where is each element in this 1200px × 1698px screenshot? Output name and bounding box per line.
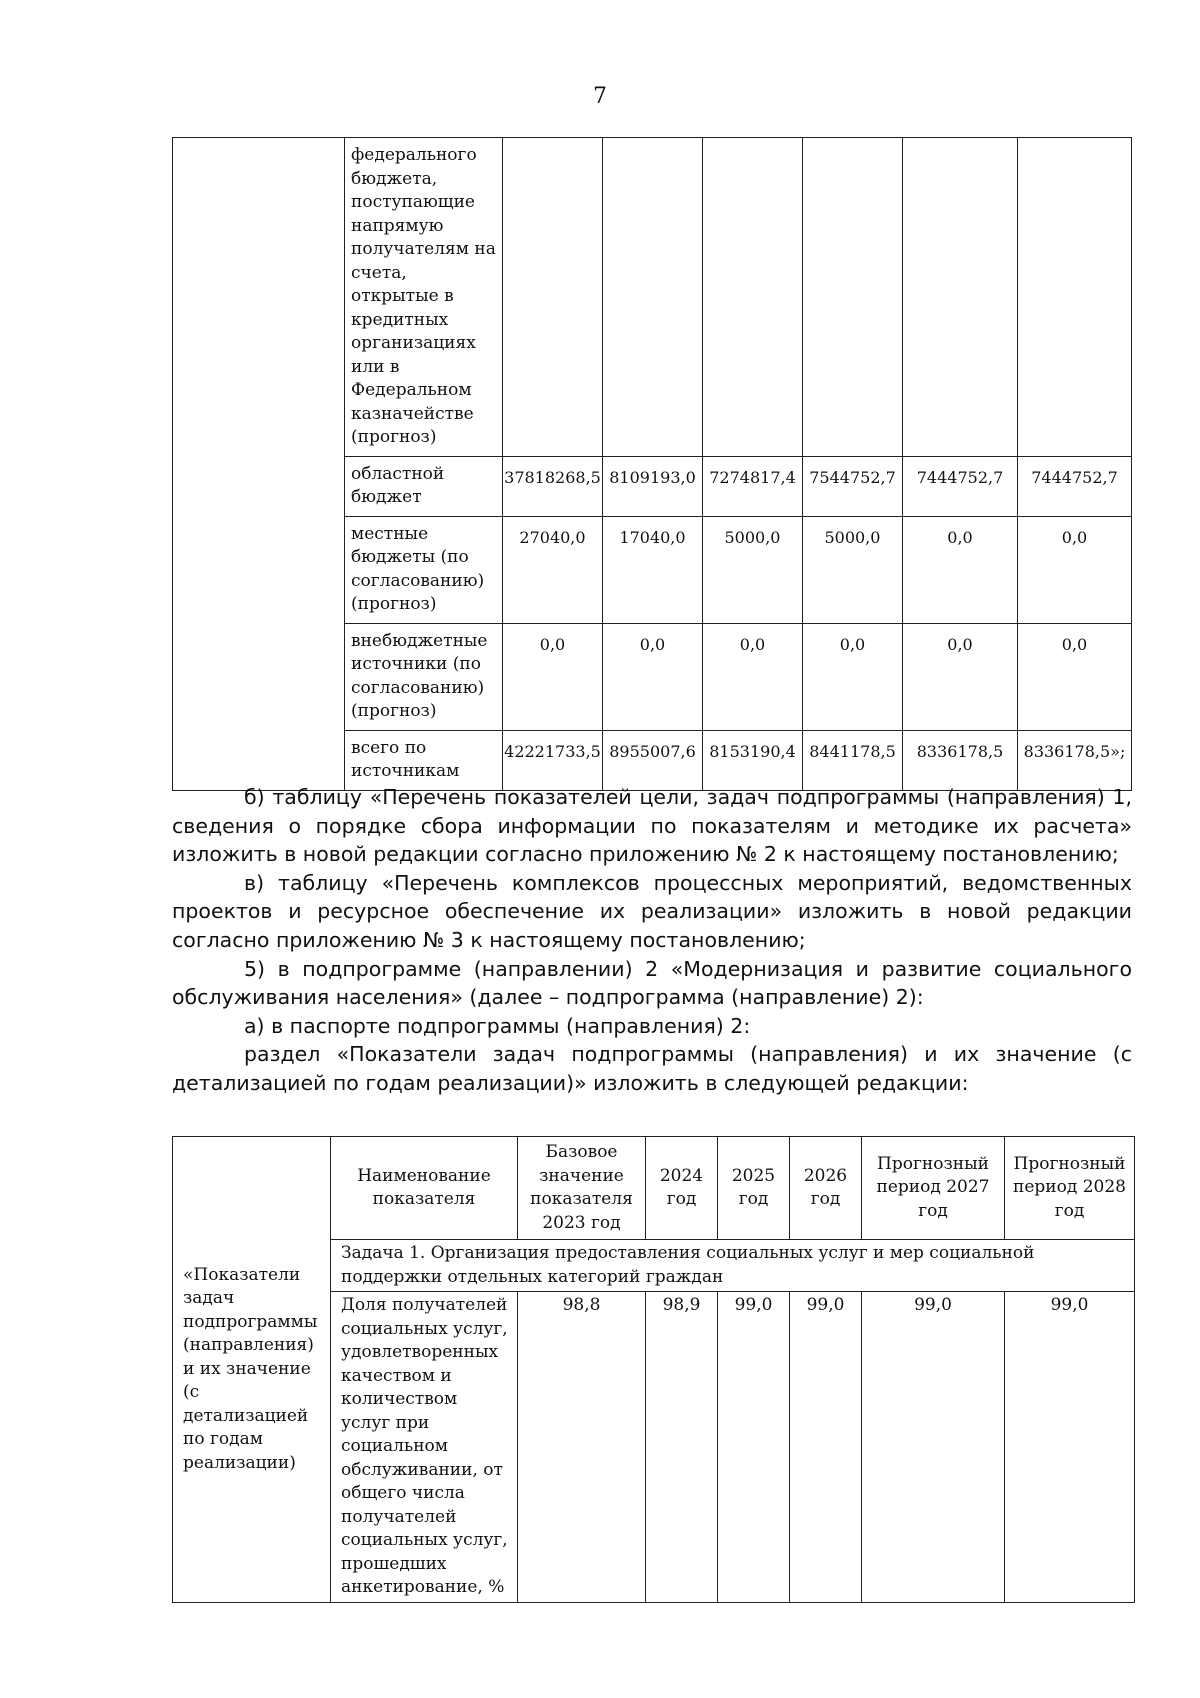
- value-cell: 0,0: [803, 623, 903, 730]
- value-cell: [603, 138, 703, 457]
- value-cell: 0,0: [1018, 516, 1132, 623]
- table-header-row: [173, 1137, 1135, 1240]
- value-cell: 99,0: [1005, 1292, 1135, 1603]
- value-cell: 98,9: [646, 1292, 718, 1603]
- column-header: Прогнозный период 2027 год: [862, 1137, 1005, 1240]
- value-cell: [703, 138, 803, 457]
- value-cell: 0,0: [1018, 623, 1132, 730]
- indicators-table: [172, 1136, 1135, 1603]
- row-label: всего по источникам: [345, 730, 503, 790]
- value-cell: 7444752,7: [903, 456, 1018, 516]
- row-label: внебюджетные источники (по согласованию) (прогноз): [345, 623, 503, 730]
- value-cell: 8336178,5: [903, 730, 1018, 790]
- page-number: 7: [593, 84, 607, 109]
- row-label: федерального бюджета, поступающие напрямую получателям на счета, открытые в кредитных организациях или в Федеральном казначействе (прогноз): [345, 138, 503, 457]
- value-cell: 27040,0: [503, 516, 603, 623]
- task-description: Задача 1. Организация предоставления социальных услуг и мер социальной поддержки отдельных категорий граждан: [331, 1240, 1135, 1292]
- paragraph: 5) в подпрограмме (направлении) 2 «Модернизация и развитие социального обслуживания населения» (далее – подпрограмма (направление) 2):: [172, 956, 1132, 1010]
- column-header: Наименование показателя: [331, 1137, 518, 1240]
- value-cell: 7544752,7: [803, 456, 903, 516]
- column-header: 2024 год: [646, 1137, 718, 1240]
- column-header: 2026 год: [790, 1137, 862, 1240]
- value-cell: 7274817,4: [703, 456, 803, 516]
- value-cell: [903, 138, 1018, 457]
- value-cell: 98,8: [518, 1292, 646, 1603]
- value-cell: 42221733,5: [503, 730, 603, 790]
- value-cell: [1018, 138, 1132, 457]
- value-cell: 8336178,5»;: [1018, 730, 1132, 790]
- side-label: «Показатели задач подпрограммы (направления) и их значение (с детализацией по годам реализации): [173, 1137, 331, 1603]
- column-header: Базовое значение показателя 2023 год: [518, 1137, 646, 1240]
- value-cell: 8955007,6: [603, 730, 703, 790]
- row-label: областной бюджет: [345, 456, 503, 516]
- value-cell: 8153190,4: [703, 730, 803, 790]
- value-cell: 5000,0: [703, 516, 803, 623]
- paragraph: б) таблицу «Перечень показателей цели, задач подпрограммы (направления) 1, сведения о порядке сбора информации по показателям и методике их расчета» изложить в новой редакции согласно приложению № 2 к настоящему постановлению;: [172, 785, 1132, 867]
- value-cell: 0,0: [503, 623, 603, 730]
- body-text: [172, 783, 1132, 1098]
- value-cell: 99,0: [862, 1292, 1005, 1603]
- row-label: местные бюджеты (по согласованию) (прогноз): [345, 516, 503, 623]
- value-cell: 0,0: [903, 623, 1018, 730]
- column-header: 2025 год: [718, 1137, 790, 1240]
- value-cell: 0,0: [703, 623, 803, 730]
- indicator-name: Доля получателей социальных услуг, удовлетворенных качеством и количеством услуг при социальном обслуживании, от общего числа получателей социальных услуг, прошедших анкетирование, %: [331, 1292, 518, 1603]
- value-cell: 17040,0: [603, 516, 703, 623]
- value-cell: [503, 138, 603, 457]
- value-cell: 99,0: [790, 1292, 862, 1603]
- value-cell: 7444752,7: [1018, 456, 1132, 516]
- value-cell: 99,0: [718, 1292, 790, 1603]
- paragraph: а) в паспорте подпрограммы (направления) 2:: [244, 1013, 751, 1038]
- value-cell: [803, 138, 903, 457]
- value-cell: 5000,0: [803, 516, 903, 623]
- table-row: [173, 138, 1132, 457]
- empty-cell: [173, 138, 345, 791]
- column-header: Прогнозный период 2028 год: [1005, 1137, 1135, 1240]
- paragraph: раздел «Показатели задач подпрограммы (направления) и их значение (с детализацией по годам реализации)» изложить в следующей редакции:: [172, 1042, 1132, 1095]
- paragraph: в) таблицу «Перечень комплексов процессных мероприятий, ведомственных проектов и ресурсное обеспечение их реализации» изложить в новой редакции согласно приложению № 3 к настоящему постановлению;: [172, 870, 1132, 952]
- funding-table: [172, 137, 1132, 791]
- value-cell: 37818268,5: [503, 456, 603, 516]
- value-cell: 8109193,0: [603, 456, 703, 516]
- value-cell: 0,0: [603, 623, 703, 730]
- value-cell: 8441178,5: [803, 730, 903, 790]
- value-cell: 0,0: [903, 516, 1018, 623]
